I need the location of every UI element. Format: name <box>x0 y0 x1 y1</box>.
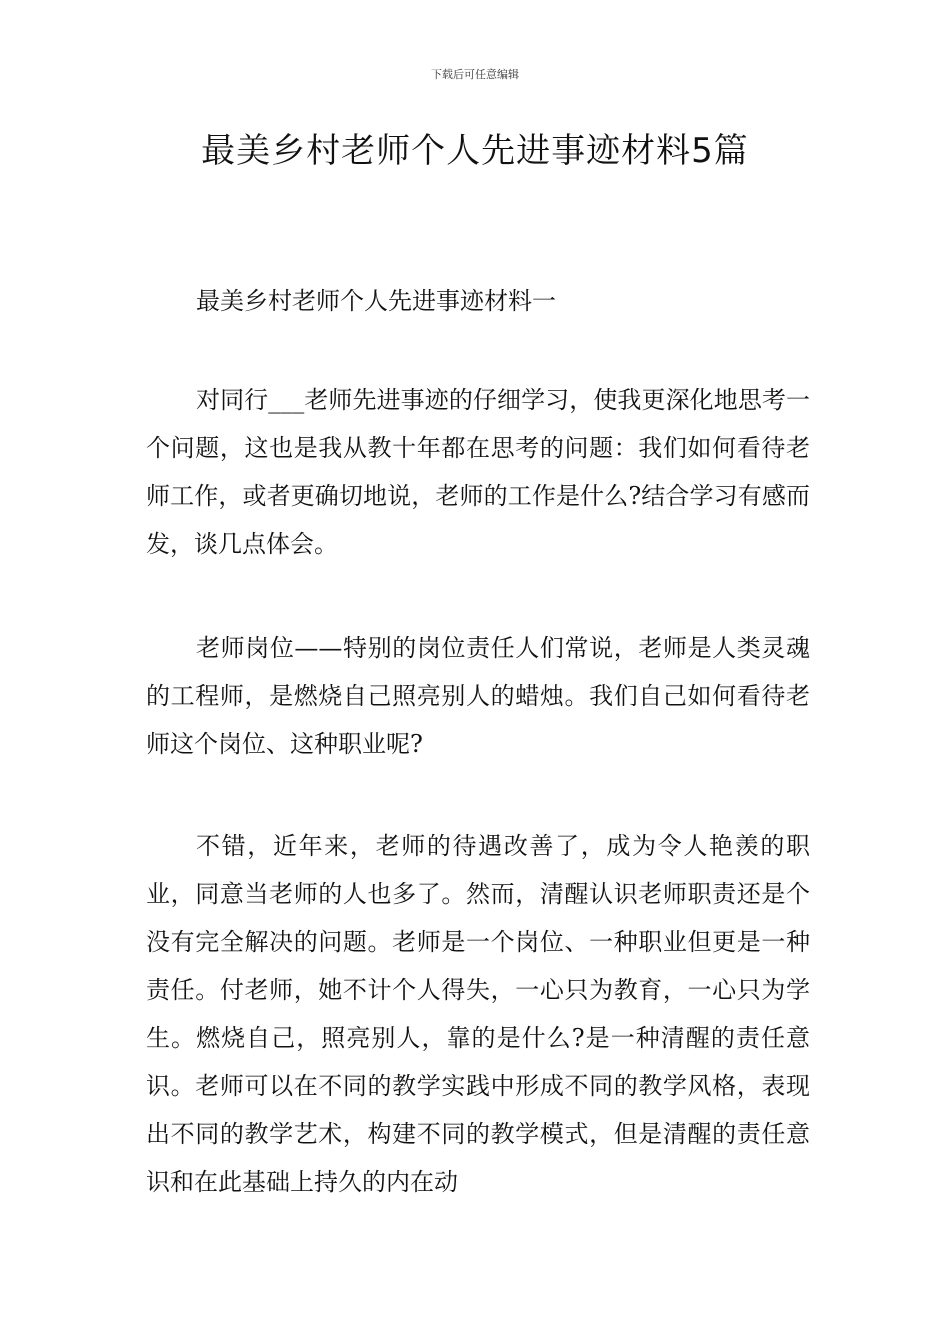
section-heading: 最美乡村老师个人先进事迹材料一 <box>196 287 556 315</box>
paragraph-3: 不错，近年来，老师的待遇改善了，成为令人艳羡的职业，同意当老师的人也多了。然而，清醒认识老师职责还是个没有完全解决的问题。老师是一个岗位、一种职业但更是一种责任。付老师，她不计个人得失，一心只为教育，一心只为学生。燃烧自己，照亮别人，靠的是什么?是一种清醒的责任意识。老师可以在不同的教学实践中形成不同的教学风格，表现出不同的教学艺术，构建不同的教学模式，但是清醒的责任意识和在此基础上持久的内在动 <box>146 832 810 1196</box>
header-note: 下载后可任意编辑 <box>431 68 519 81</box>
paragraph-2: 老师岗位——特别的岗位责任人们常说，老师是人类灵魂的工程师，是燃烧自己照亮别人的蜡烛。我们自己如何看待老师这个岗位、这种职业呢? <box>146 634 810 758</box>
page-title: 最美乡村老师个人先进事迹材料5篇 <box>201 131 749 171</box>
paragraph-1: 对同行___老师先进事迹的仔细学习，使我更深化地思考一个问题，这也是我从教十年都在思考的问题：我们如何看待老师工作，或者更确切地说，老师的工作是什么?结合学习有感而发，谈几点体会。 <box>146 386 810 558</box>
